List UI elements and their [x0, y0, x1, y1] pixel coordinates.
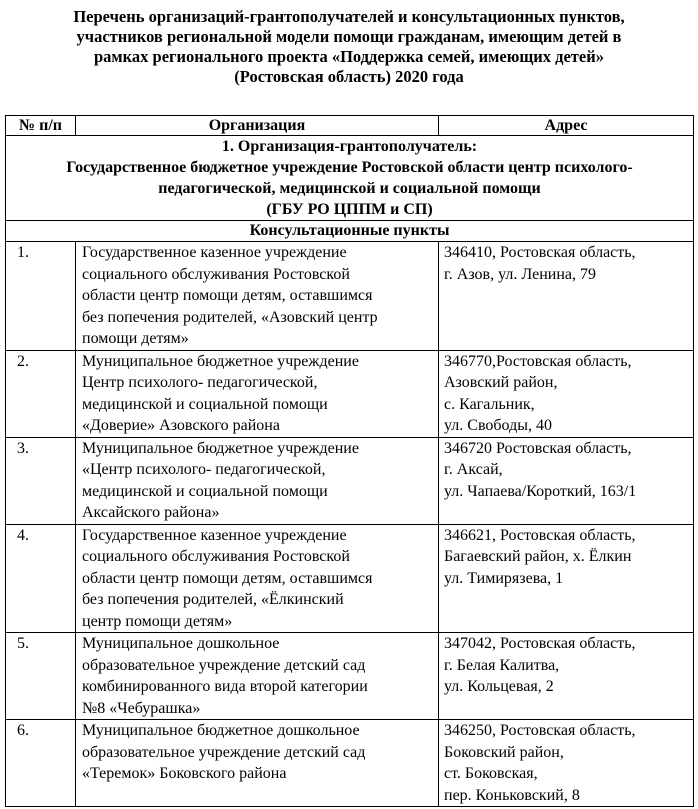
organization-line: медицинской и социальной помощи: [82, 395, 328, 413]
title-line: (Ростовская область) 2020 года: [234, 67, 464, 86]
table-row: [6, 437, 694, 524]
address-cell: [439, 242, 694, 351]
row-number: 1.: [6, 242, 76, 351]
organization-line: области центр помощи детям, оставшимся: [82, 287, 373, 304]
organization-line: области центр помощи детям, оставшимся: [82, 569, 373, 587]
address-line: 346410, Ростовская область,: [444, 244, 636, 261]
organization-line: Муниципальное дошкольное: [82, 635, 280, 652]
address-line: 346720 Ростовская область,: [444, 439, 632, 457]
column-header-address: Адрес: [439, 116, 694, 136]
row-number: 2.: [6, 350, 76, 437]
table-row: [6, 524, 694, 633]
organizations-table: [5, 115, 694, 807]
section-line: Государственное бюджетное учреждение Ростовской области центр психолого-: [66, 159, 633, 176]
organization-line: без попечения родителей, «Ёлкинский: [82, 591, 344, 608]
organization-line: «Теремок» Боковского района: [82, 765, 287, 782]
address-cell: [439, 720, 694, 807]
table-row: [6, 633, 694, 720]
address-line: Боковский район,: [444, 743, 564, 761]
section-line: педагогической, медицинской и социальной помощи: [158, 180, 541, 197]
organization-line: центр помощи детям»: [82, 612, 233, 630]
organization-cell: [76, 437, 439, 524]
organization-line: Аксайского района»: [82, 504, 220, 521]
address-line: с. Кагальник,: [444, 395, 535, 413]
organization-line: Муниципальное бюджетное дошкольное: [82, 722, 360, 739]
organization-line: медицинской и социальной помощи: [82, 482, 328, 500]
section-line: (ГБУ РО ЦППМ и СП): [266, 201, 433, 218]
address-line: 346621, Ростовская область,: [444, 526, 636, 544]
table-row: [6, 720, 694, 807]
address-line: ул. Свободы, 40: [444, 417, 552, 434]
row-number: 6.: [6, 720, 76, 807]
address-line: ул. Тимирязева, 1: [444, 569, 564, 587]
organization-line: Муниципальное бюджетное учреждение: [82, 352, 359, 370]
title-line: рамках регионального проекта «Поддержка семей, имеющих детей»: [93, 47, 604, 66]
address-line: 346770,Ростовская область,: [444, 352, 632, 370]
consultation-points-heading: Консультационные пункты: [6, 221, 694, 242]
address-line: ул. Кольцевая, 2: [444, 678, 554, 695]
address-cell: [439, 350, 694, 437]
organization-line: помощи детям»: [82, 330, 189, 347]
organization-line: без попечения родителей, «Азовский центр: [82, 308, 378, 326]
organization-line: «Центр психолого- педагогической,: [82, 461, 326, 478]
row-number: 5.: [6, 633, 76, 720]
row-number: 4.: [6, 524, 76, 633]
organization-line: «Доверие» Азовского района: [82, 417, 280, 434]
organization-cell: [76, 524, 439, 633]
organization-line: Центр психолого- педагогической,: [82, 374, 318, 391]
column-header-number: № п/п: [6, 116, 76, 136]
title-line: участников региональной модели помощи гражданам, имеющим детей в: [76, 27, 622, 46]
subheader-row: [6, 221, 694, 242]
title-line: Перечень организаций-грантополучателей и консультационных пунктов,: [73, 7, 625, 26]
address-line: г. Азов, ул. Ленина, 79: [444, 265, 597, 283]
organization-line: социального обслуживания Ростовской: [82, 265, 350, 283]
address-line: 347042, Ростовская область,: [444, 635, 636, 652]
organization-line: №8 «Чебурашка»: [82, 699, 201, 717]
organization-line: комбинированного вида второй категории: [82, 678, 368, 695]
address-line: Багаевский район, х. Ёлкин: [444, 548, 632, 565]
organization-line: Муниципальное бюджетное учреждение: [82, 439, 359, 457]
column-header-organization: Организация: [76, 116, 439, 136]
section-row: [6, 136, 694, 221]
table-header-row: [6, 116, 694, 136]
address-line: пер. Коньковский, 8: [444, 786, 580, 804]
organization-line: Государственное казенное учреждение: [82, 526, 347, 544]
address-line: г. Белая Калитва,: [444, 656, 560, 674]
address-line: ст. Боковская,: [444, 765, 538, 782]
grantee-section: [6, 136, 694, 221]
row-number: 3.: [6, 437, 76, 524]
organization-cell: [76, 633, 439, 720]
table-row: [6, 242, 694, 351]
organization-line: образовательное учреждение детский сад: [82, 656, 366, 674]
organization-line: Государственное казенное учреждение: [82, 244, 347, 261]
organization-line: образовательное учреждение детский сад: [82, 743, 366, 761]
address-line: Азовский район,: [444, 374, 558, 391]
address-line: г. Аксай,: [444, 461, 503, 478]
organization-cell: [76, 350, 439, 437]
address-line: 346250, Ростовская область,: [444, 722, 636, 739]
address-line: ул. Чапаева/Короткий, 163/1: [444, 482, 637, 500]
table-row: [6, 350, 694, 437]
organization-line: социального обслуживания Ростовской: [82, 548, 350, 565]
organization-cell: [76, 720, 439, 807]
organization-cell: [76, 242, 439, 351]
address-cell: [439, 524, 694, 633]
section-line: 1. Организация-грантополучатель:: [221, 138, 478, 155]
address-cell: [439, 633, 694, 720]
document-title: [0, 7, 698, 87]
address-cell: [439, 437, 694, 524]
